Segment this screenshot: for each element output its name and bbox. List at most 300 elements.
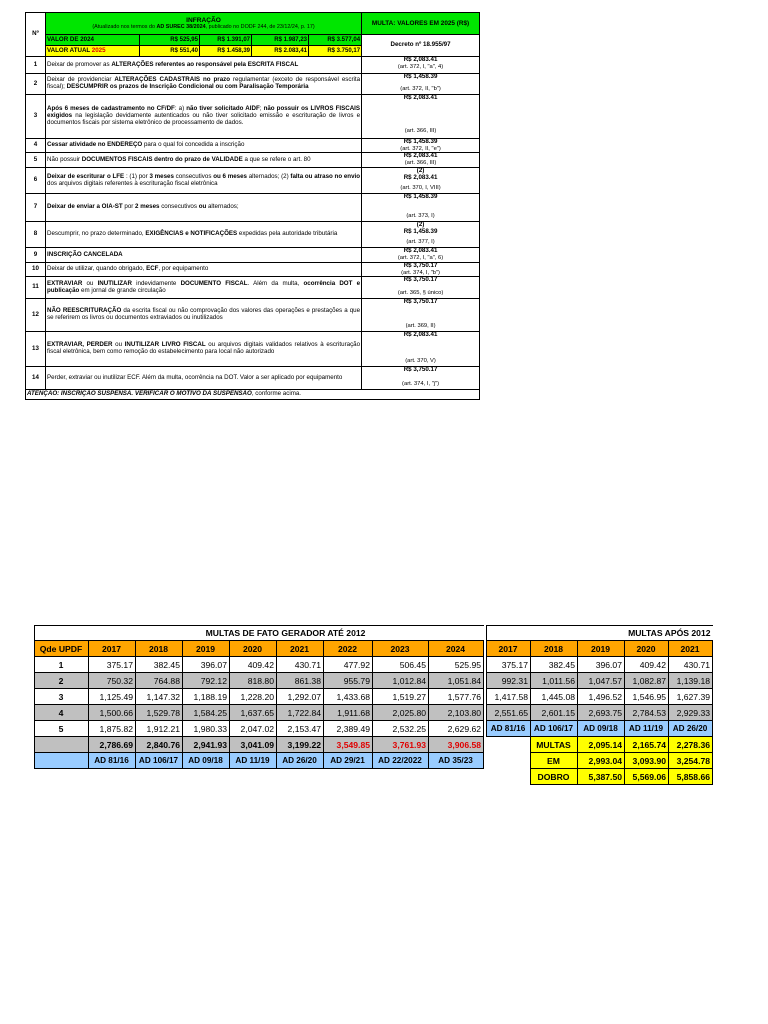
infracao-desc xyxy=(46,74,362,95)
infracao-row xyxy=(26,367,480,390)
value-cell: 1,577.76 xyxy=(429,689,484,705)
multa-value: R$ 3,750.17 xyxy=(403,366,438,374)
infracoes-table xyxy=(25,12,480,400)
value-cell: 1,627.39 xyxy=(669,689,713,705)
infracao-desc xyxy=(46,332,362,367)
infracao-multa xyxy=(362,57,480,74)
ad-row xyxy=(487,721,713,737)
sum-cell: 2,941.93 xyxy=(183,737,230,753)
value-cell: 1,082.87 xyxy=(625,673,669,689)
desc-part: INSCRIÇÃO CANCELADA xyxy=(47,250,123,258)
value-cell: 2,929.33 xyxy=(669,705,713,721)
value-cell: 1,292.07 xyxy=(277,689,324,705)
value-cell: 396.07 xyxy=(578,657,625,673)
infracao-num: 10 xyxy=(26,262,46,276)
sum-cell: 3,041.09 xyxy=(230,737,277,753)
footer-bold: ATENÇÃO: INSCRIÇÃO SUSPENSA. VERIFICAR O MOTIVO DA SUSPENSÃO xyxy=(27,390,252,398)
desc-part: Deixar de enviar a OIA-ST xyxy=(47,203,123,211)
footer-note xyxy=(26,390,480,400)
ad-cell: AD 22/2022 xyxy=(373,753,429,769)
desc-part: Deixar de utilizar, quando obrigado, xyxy=(47,265,147,273)
qde-cell: 2 xyxy=(35,673,89,689)
desc-part: : (1) por xyxy=(124,172,150,180)
sum-label-blank xyxy=(35,737,89,753)
multa-ref: (art. 372, II, "b") xyxy=(400,85,441,92)
decreto-label: Decreto nº 18.955/97 xyxy=(362,35,480,57)
multa-row xyxy=(487,705,713,721)
desc-part: por xyxy=(122,203,136,211)
infracao-num: 9 xyxy=(26,248,46,262)
multa-row xyxy=(35,673,484,689)
multa-ref: (art. 369, II) xyxy=(405,323,436,330)
year-header: 2021 xyxy=(277,641,324,657)
ad-cell: AD 11/19 xyxy=(230,753,277,769)
value-cell: 1,228.20 xyxy=(230,689,277,705)
infracao-desc xyxy=(46,248,362,262)
multa-value: R$ 1,458.39 xyxy=(403,228,438,236)
value-cell: 1,139.18 xyxy=(669,673,713,689)
value-cell: 382.45 xyxy=(136,657,183,673)
infracao-num: 4 xyxy=(26,139,46,153)
value-cell: 396.07 xyxy=(183,657,230,673)
multa-ref: (art. 372, I, "a", 4) xyxy=(397,63,444,70)
desc-part: a que se refere o art. 80 xyxy=(242,155,311,163)
desc-part: DOCUMENTO FISCAL xyxy=(180,279,248,287)
multas-apos-2012-body xyxy=(487,626,713,785)
year-header: 2018 xyxy=(531,641,578,657)
ad-cell: AD 09/18 xyxy=(578,721,625,737)
multa-row xyxy=(35,689,484,705)
infracao-multa xyxy=(362,277,480,299)
extra-value: 3,254.78 xyxy=(669,753,713,769)
ad-cell: AD 81/16 xyxy=(487,721,531,737)
qde-cell: 1 xyxy=(35,657,89,673)
multa-value: R$ 2,083.41 xyxy=(403,247,438,255)
infracao-multa xyxy=(362,299,480,332)
header-sub-pre: (Atualizado nos termos do xyxy=(92,24,157,31)
multa-row xyxy=(487,673,713,689)
header-infracao xyxy=(46,13,362,35)
value-cell: 382.45 xyxy=(531,657,578,673)
year-header: 2021 xyxy=(669,641,713,657)
year-header: 2020 xyxy=(625,641,669,657)
extra-value: 5,569.06 xyxy=(625,769,669,785)
valor-atual-label xyxy=(46,46,140,57)
infracao-row xyxy=(26,248,480,262)
infracao-num: 5 xyxy=(26,153,46,168)
year-header: 2019 xyxy=(578,641,625,657)
title-spacer xyxy=(35,626,89,641)
value-cell: 1,722.84 xyxy=(277,705,324,721)
value-cell: 430.71 xyxy=(277,657,324,673)
valor-atual-text: VALOR ATUAL xyxy=(47,46,92,54)
value-cell: 409.42 xyxy=(230,657,277,673)
value-cell: 506.45 xyxy=(373,657,429,673)
ad-cell: AD 26/20 xyxy=(277,753,324,769)
multa-value: R$ 1,458.39 xyxy=(403,138,438,145)
desc-part: Perder, extraviar ou inutilizar ECF. Além da multa, ocorrência na DOT. Valor a ser aplicado por equipamento xyxy=(47,373,343,381)
sum-row xyxy=(35,737,484,753)
value-cell: 792.12 xyxy=(183,673,230,689)
value-cell: 430.71 xyxy=(669,657,713,673)
sum-cell: 3,199.22 xyxy=(277,737,324,753)
desc-part: ALTERAÇÕES referentes ao responsável pela ESCRITA FISCAL xyxy=(111,60,299,68)
infracao-multa xyxy=(362,222,480,248)
ad-cell: AD 11/19 xyxy=(625,721,669,737)
infracoes-rows xyxy=(26,57,480,390)
sum-cell: 3,761.93 xyxy=(373,737,429,753)
qde-cell: 3 xyxy=(35,689,89,705)
valor-atual-cell: R$ 3.750,17 xyxy=(309,46,362,57)
multa-ref: (art. 372, I, "a", 6) xyxy=(397,255,444,262)
valor-2024-cell: R$ 1.987,23 xyxy=(252,35,309,46)
value-cell: 2,532.25 xyxy=(373,721,429,737)
infracao-desc xyxy=(46,222,362,248)
multa-ref: (art. 377, I) xyxy=(406,239,435,246)
value-cell: 1,147.32 xyxy=(136,689,183,705)
multa-value: R$ 2,083.41 xyxy=(403,56,438,63)
desc-part: , por equipamento xyxy=(158,265,209,273)
multa-ref: (art. 370, V) xyxy=(405,358,436,365)
desc-part: expedidas pela autoridade tributária xyxy=(237,230,338,238)
desc-part: ocorrência DOT e publicação xyxy=(47,279,361,294)
value-cell: 1,012.84 xyxy=(373,673,429,689)
infracao-multa xyxy=(362,168,480,194)
years-header-row xyxy=(35,641,484,657)
extra-label: EM xyxy=(531,753,578,769)
value-cell: 1,047.57 xyxy=(578,673,625,689)
multa-em-dobro-row xyxy=(487,753,713,769)
year-header: 2019 xyxy=(183,641,230,657)
multa-em-dobro-row xyxy=(487,737,713,753)
infracao-desc xyxy=(46,299,362,332)
multas-ate-2012-body xyxy=(35,626,484,769)
desc-part: Após 6 meses de cadastramento no CF/DF xyxy=(47,105,175,113)
qde-updf-header: Qde UPDF xyxy=(35,641,89,657)
multa-ref: (art. 373, I) xyxy=(406,213,435,220)
value-cell: 1,433.68 xyxy=(324,689,373,705)
desc-part: Descumprir, no prazo determinado, xyxy=(47,230,146,238)
valor-atual-cell: R$ 1.458,39 xyxy=(200,46,252,57)
year-header: 2017 xyxy=(487,641,531,657)
sum-cell: 3,549.85 xyxy=(324,737,373,753)
value-cell: 525.95 xyxy=(429,657,484,673)
value-cell: 1,529.78 xyxy=(136,705,183,721)
blank-cell xyxy=(487,737,531,753)
ad-cell: AD 35/23 xyxy=(429,753,484,769)
qde-cell: 4 xyxy=(35,705,89,721)
multa-value: R$ 2,083.41 xyxy=(403,331,438,339)
valor-2024-cell: R$ 1.391,07 xyxy=(200,35,252,46)
value-cell: 1,188.19 xyxy=(183,689,230,705)
desc-part: consecutivos xyxy=(159,203,199,211)
infracao-multa xyxy=(362,262,480,276)
col-num-header: Nº xyxy=(26,13,46,57)
multa-ref: (art. 366, III) xyxy=(404,160,437,167)
year-header: 2022 xyxy=(324,641,373,657)
multa-value: (2) xyxy=(416,221,425,229)
infracao-row xyxy=(26,299,480,332)
multa-row xyxy=(487,657,713,673)
ad-label-blank xyxy=(35,753,89,769)
extra-value: 5,858.66 xyxy=(669,769,713,785)
valor-2024-cell: R$ 3.577,04 xyxy=(309,35,362,46)
valor-atual-cell: R$ 2.083,41 xyxy=(252,46,309,57)
infracao-desc xyxy=(46,262,362,276)
infracao-row xyxy=(26,57,480,74)
infracao-multa xyxy=(362,248,480,262)
ad-cell: AD 81/16 xyxy=(89,753,136,769)
year-header: 2024 xyxy=(429,641,484,657)
desc-part: ; xyxy=(259,105,264,113)
infracao-num: 1 xyxy=(26,57,46,74)
multa-em-dobro-row xyxy=(487,769,713,785)
multa-ref: (art. 366, III) xyxy=(404,127,437,134)
multa-value: R$ 1,458.39 xyxy=(403,193,438,201)
desc-part: da escrita fiscal ou não comprovação dos valores das operações e prestações a que se referirem os livros ou documentos extraviados ou inutilizados xyxy=(47,307,361,322)
extra-value: 2,993.04 xyxy=(578,753,625,769)
years-header-row xyxy=(487,641,713,657)
year-header: 2017 xyxy=(89,641,136,657)
infracao-desc xyxy=(46,277,362,299)
ad-cell: AD 26/20 xyxy=(669,721,713,737)
multa-row xyxy=(35,657,484,673)
multas-ate-2012-title: MULTAS DE FATO GERADOR ATÉ 2012 xyxy=(89,626,484,641)
value-cell: 2,153.47 xyxy=(277,721,324,737)
value-cell: 764.88 xyxy=(136,673,183,689)
multa-row xyxy=(35,721,484,737)
desc-part: : a) xyxy=(174,105,187,113)
multa-ref: (art. 370, I, VIII) xyxy=(400,185,441,192)
desc-part: DESCUMPRIR os prazos de Inscrição Condicional ou com Paralisação Temporária xyxy=(66,83,309,90)
multa-value: (2) xyxy=(416,167,425,175)
infracao-multa xyxy=(362,332,480,367)
multa-value: R$ 2,083.41 xyxy=(403,94,438,101)
desc-part: indevidamente xyxy=(131,279,181,287)
sum-cell: 3,906.58 xyxy=(429,737,484,753)
desc-part: alternados; xyxy=(206,203,239,211)
value-cell: 1,546.95 xyxy=(625,689,669,705)
multa-value: R$ 3,750.17 xyxy=(403,298,438,306)
value-cell: 2,784.53 xyxy=(625,705,669,721)
value-cell: 2,693.75 xyxy=(578,705,625,721)
desc-part: Cessar atividade no ENDEREÇO xyxy=(47,141,143,149)
desc-part: 3 meses xyxy=(149,172,174,180)
ad-cell: AD 106/17 xyxy=(531,721,578,737)
extra-value: 2,095.14 xyxy=(578,737,625,753)
infracao-desc xyxy=(46,57,362,74)
infracao-num: 3 xyxy=(26,95,46,139)
infracao-row xyxy=(26,332,480,367)
desc-part: ALTERAÇÕES CADASTRAIS no prazo xyxy=(114,76,231,84)
desc-part: Deixar de providenciar xyxy=(47,76,115,84)
desc-part: . Além da multa, xyxy=(247,279,304,287)
infracao-desc xyxy=(46,194,362,222)
year-header: 2020 xyxy=(230,641,277,657)
extra-label: MULTAS xyxy=(531,737,578,753)
infracao-row xyxy=(26,262,480,276)
multas-apos-2012-table xyxy=(486,625,713,785)
value-cell: 1,445.08 xyxy=(531,689,578,705)
desc-part: INUTILIZAR LIVRO FISCAL xyxy=(124,341,206,349)
header-sub-bold: AD SUREC 38/2024 xyxy=(156,24,206,31)
infracao-multa xyxy=(362,95,480,139)
desc-part: consecutivos xyxy=(173,172,214,180)
desc-part: Deixar de escriturar o LFE xyxy=(47,172,125,180)
infracao-row xyxy=(26,139,480,153)
extra-value: 3,093.90 xyxy=(625,753,669,769)
desc-part: EXTRAVIAR, PERDER xyxy=(47,341,113,349)
ad-cell: AD 29/21 xyxy=(324,753,373,769)
multa-value: R$ 3,750.17 xyxy=(403,262,438,269)
multas-ate-2012-table xyxy=(34,625,484,769)
extra-label: DOBRO xyxy=(531,769,578,785)
desc-part: Deixar de promover as xyxy=(47,60,112,68)
value-cell: 375.17 xyxy=(487,657,531,673)
valor-atual-cell: R$ 551,40 xyxy=(140,46,200,57)
value-cell: 992.31 xyxy=(487,673,531,689)
infracao-num: 6 xyxy=(26,168,46,194)
infracao-desc xyxy=(46,153,362,168)
infracao-num: 8 xyxy=(26,222,46,248)
extra-value: 5,387.50 xyxy=(578,769,625,785)
infracao-num: 12 xyxy=(26,299,46,332)
desc-part: falta ou atraso no envio xyxy=(290,172,361,180)
desc-part: ou arquivos digitais validados relativos à escrituração fiscal eletrônica, bem como remoção do estabelecimento para local não autorizado xyxy=(47,341,361,356)
desc-part: DOCUMENTOS FISCAIS dentro do prazo de VALIDADE xyxy=(81,155,243,163)
header-subtitle xyxy=(47,24,360,30)
valor-2024-label: VALOR DE 2024 xyxy=(46,35,140,46)
header-title: INFRAÇÃO xyxy=(186,16,221,24)
value-cell: 955.79 xyxy=(324,673,373,689)
year-header: 2023 xyxy=(373,641,429,657)
multa-ref: (art. 374, I, "b") xyxy=(401,269,440,276)
value-cell: 2,047.02 xyxy=(230,721,277,737)
value-cell: 1,125.49 xyxy=(89,689,136,705)
multas-apos-2012-title: MULTAS APÓS 2012 xyxy=(487,626,713,641)
infracao-row xyxy=(26,153,480,168)
blank-cell xyxy=(487,753,531,769)
value-cell: 1,875.82 xyxy=(89,721,136,737)
value-cell: 2,601.15 xyxy=(531,705,578,721)
valor-2024-cell: R$ 525,95 xyxy=(140,35,200,46)
desc-part: alternados; (2) xyxy=(246,172,291,180)
valor-atual-year: 2025 xyxy=(91,46,106,54)
value-cell: 477.92 xyxy=(324,657,373,673)
multa-header: MULTA: VALORES EM 2025 (R$) xyxy=(362,13,480,35)
multa-ref: (art. 374, I, "j") xyxy=(402,381,440,388)
infracao-num: 2 xyxy=(26,74,46,95)
desc-part: dos arquivos digitais referentes à escrituração fiscal eletrônica xyxy=(47,179,218,187)
desc-part: na legislação devidamente autenticados ou não tiver solicitado emissão e escrituração de livros e documentos fiscais por sistema eletrônico de processamento de dados. xyxy=(47,112,361,126)
desc-part: ou xyxy=(82,279,98,287)
desc-part: regulamentar (exceto de responsável escrita fiscal); xyxy=(47,76,361,90)
infracao-multa xyxy=(362,139,480,153)
desc-part: ECF xyxy=(146,265,159,273)
value-cell: 375.17 xyxy=(89,657,136,673)
infracao-multa xyxy=(362,367,480,390)
infracao-desc xyxy=(46,95,362,139)
multa-value: R$ 1,458.39 xyxy=(403,73,438,80)
desc-part: INUTILIZAR xyxy=(97,279,132,287)
value-cell: 861.38 xyxy=(277,673,324,689)
multa-value: R$ 3,750.17 xyxy=(403,276,438,284)
value-cell: 1,496.52 xyxy=(578,689,625,705)
infracao-desc xyxy=(46,367,362,390)
infracao-num: 13 xyxy=(26,332,46,367)
infracao-row xyxy=(26,277,480,299)
value-cell: 2,629.62 xyxy=(429,721,484,737)
value-cell: 1,637.65 xyxy=(230,705,277,721)
multa-value: R$ 2,083.41 xyxy=(403,174,438,182)
value-cell: 1,911.68 xyxy=(324,705,373,721)
multa-value: R$ 2,083.41 xyxy=(403,152,438,160)
infracao-row xyxy=(26,74,480,95)
value-cell: 2,103.80 xyxy=(429,705,484,721)
desc-part: ou xyxy=(112,341,125,349)
year-header: 2018 xyxy=(136,641,183,657)
ad-row xyxy=(35,753,484,769)
multa-row xyxy=(35,705,484,721)
value-cell: 2,551.65 xyxy=(487,705,531,721)
sum-cell: 2,786.69 xyxy=(89,737,136,753)
footer-rest: , conforme acima. xyxy=(251,390,302,398)
desc-part: ou 6 meses xyxy=(213,172,247,180)
value-cell: 2,389.49 xyxy=(324,721,373,737)
desc-part: para o qual foi concedida a inscrição xyxy=(142,141,245,149)
value-cell: 750.32 xyxy=(89,673,136,689)
infracao-multa xyxy=(362,153,480,168)
value-cell: 818.80 xyxy=(230,673,277,689)
value-cell: 2,025.80 xyxy=(373,705,429,721)
extra-value: 2,165.74 xyxy=(625,737,669,753)
value-cell: 1,500.66 xyxy=(89,705,136,721)
desc-part: EXIGÊNCIAS e NOTIFICAÇÕES xyxy=(145,230,238,238)
ad-cell: AD 09/18 xyxy=(183,753,230,769)
infracao-num: 11 xyxy=(26,277,46,299)
multa-ref: (art. 365, § único) xyxy=(397,290,444,297)
infracao-row xyxy=(26,194,480,222)
infracao-multa xyxy=(362,74,480,95)
multa-row xyxy=(487,689,713,705)
infracao-num: 7 xyxy=(26,194,46,222)
infracao-desc xyxy=(46,168,362,194)
value-cell: 1,912.21 xyxy=(136,721,183,737)
desc-part: 2 meses xyxy=(135,203,160,211)
value-cell: 1,519.27 xyxy=(373,689,429,705)
desc-part: em jornal de grande circulação xyxy=(79,286,166,294)
value-cell: 1,417.58 xyxy=(487,689,531,705)
infracao-num: 14 xyxy=(26,367,46,390)
value-cell: 1,980.33 xyxy=(183,721,230,737)
desc-part: EXTRAVIAR xyxy=(47,279,83,287)
infracao-row xyxy=(26,222,480,248)
header-sub-post: , publicado no DODF 244, de 23/12/24, p. 17) xyxy=(205,24,315,31)
desc-part: NÃO REESCRITURAÇÃO xyxy=(47,307,122,315)
value-cell: 1,584.25 xyxy=(183,705,230,721)
ad-cell: AD 106/17 xyxy=(136,753,183,769)
infracao-multa xyxy=(362,194,480,222)
value-cell: 409.42 xyxy=(625,657,669,673)
desc-part: ou xyxy=(198,203,207,211)
multa-ref: (art. 372, II, "e") xyxy=(400,145,441,152)
blank-cell xyxy=(487,769,531,785)
sum-cell: 2,840.76 xyxy=(136,737,183,753)
infracao-row xyxy=(26,168,480,194)
desc-part: não tiver solicitado AIDF xyxy=(186,105,260,113)
infracao-row xyxy=(26,95,480,139)
qde-cell: 5 xyxy=(35,721,89,737)
